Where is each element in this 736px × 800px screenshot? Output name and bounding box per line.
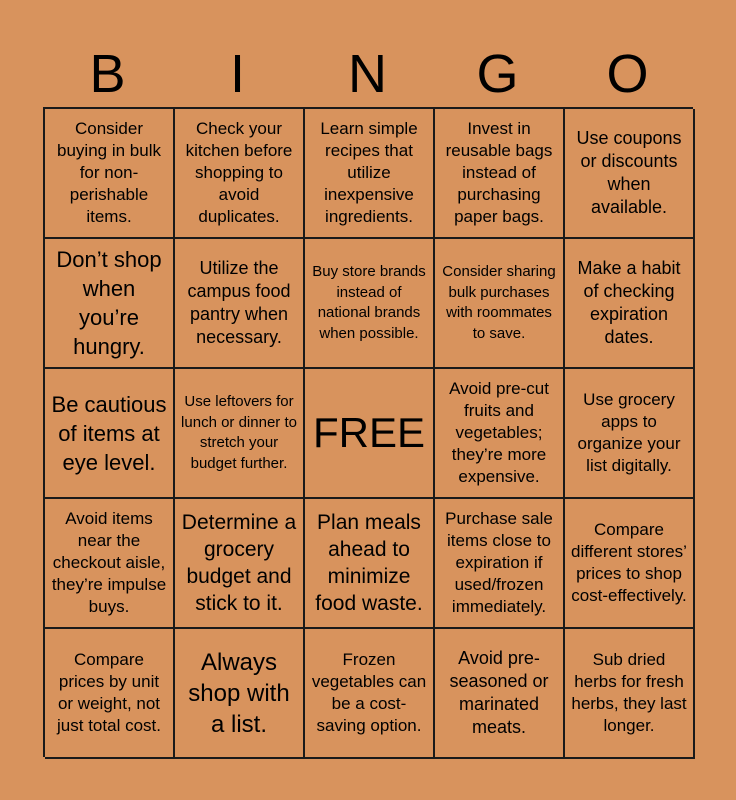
cell-text: Determine a grocery budget and stick to it.: [181, 511, 297, 615]
header-letter-b: B: [89, 44, 127, 104]
bingo-cell[interactable]: [305, 239, 435, 369]
cell-text: Don’t shop when you’re hungry.: [56, 247, 162, 359]
header-letter-n: N: [348, 44, 388, 104]
bingo-cell[interactable]: [45, 239, 175, 369]
cell-text: Invest in reusable bags instead of purchasing paper bags.: [445, 119, 553, 226]
bingo-cell[interactable]: [565, 499, 695, 629]
cell-text: Utilize the campus food pantry when necessary.: [187, 258, 291, 347]
cell-text: Purchase sale items close to expiration if used/frozen immediately.: [445, 509, 553, 616]
bingo-cell[interactable]: [565, 239, 695, 369]
bingo-cell[interactable]: [305, 629, 435, 759]
cell-text: Use leftovers for lunch or dinner to stretch your budget further.: [181, 393, 297, 472]
bingo-cell[interactable]: [565, 629, 695, 759]
cell-text: Check your kitchen before shopping to avoid duplicates.: [185, 119, 293, 226]
header-letter-i: I: [229, 44, 246, 104]
free-space-cell[interactable]: [305, 369, 435, 499]
cell-text: Consider buying in bulk for non-perishable items.: [57, 119, 161, 226]
cell-text: Frozen vegetables can be a cost-saving option.: [311, 650, 427, 735]
bingo-cell[interactable]: [45, 109, 175, 239]
bingo-cell[interactable]: [175, 629, 305, 759]
cell-text: Buy store brands instead of national brands when possible.: [312, 263, 426, 342]
bingo-cell[interactable]: [435, 629, 565, 759]
cell-text: Avoid pre-cut fruits and vegetables; they’re more expensive.: [449, 379, 549, 486]
bingo-cell[interactable]: [435, 239, 565, 369]
free-space-label: FREE: [312, 409, 425, 456]
bingo-grid: [43, 107, 693, 757]
bingo-cell[interactable]: [435, 369, 565, 499]
header-letter-o: O: [606, 44, 650, 104]
bingo-cell[interactable]: [435, 499, 565, 629]
cell-text: Always shop with a list.: [188, 648, 290, 738]
cell-text: Compare different stores’ prices to shop cost-effectively.: [571, 520, 687, 605]
bingo-cell[interactable]: [175, 109, 305, 239]
bingo-cell[interactable]: [435, 109, 565, 239]
bingo-cell[interactable]: [45, 369, 175, 499]
cell-text: Learn simple recipes that utilize inexpensive ingredients.: [320, 119, 418, 226]
cell-text: Plan meals ahead to minimize food waste.: [315, 511, 423, 615]
cell-text: Avoid pre-seasoned or marinated meats.: [449, 648, 549, 737]
bingo-cell[interactable]: [565, 109, 695, 239]
cell-text: Compare prices by unit or weight, not just total cost.: [57, 650, 161, 735]
cell-text: Consider sharing bulk purchases with roommates to save.: [442, 263, 556, 342]
cell-text: Use coupons or discounts when available.: [576, 128, 682, 217]
bingo-cell[interactable]: [175, 499, 305, 629]
cell-text: Sub dried herbs for fresh herbs, they last longer.: [571, 650, 687, 735]
bingo-cell[interactable]: [175, 239, 305, 369]
cell-text: Use grocery apps to organize your list digitally.: [577, 390, 681, 475]
bingo-cell[interactable]: [305, 109, 435, 239]
header-letter-g: G: [476, 44, 520, 104]
cell-text: Make a habit of checking expiration dates.: [577, 258, 681, 347]
bingo-cell[interactable]: [305, 499, 435, 629]
bingo-cell[interactable]: [45, 499, 175, 629]
bingo-cell[interactable]: [565, 369, 695, 499]
cell-text: Avoid items near the checkout aisle, they’re impulse buys.: [51, 509, 167, 616]
bingo-cell[interactable]: [45, 629, 175, 759]
bingo-header: [43, 42, 693, 106]
cell-text: Be cautious of items at eye level.: [51, 391, 167, 475]
bingo-cell[interactable]: [175, 369, 305, 499]
